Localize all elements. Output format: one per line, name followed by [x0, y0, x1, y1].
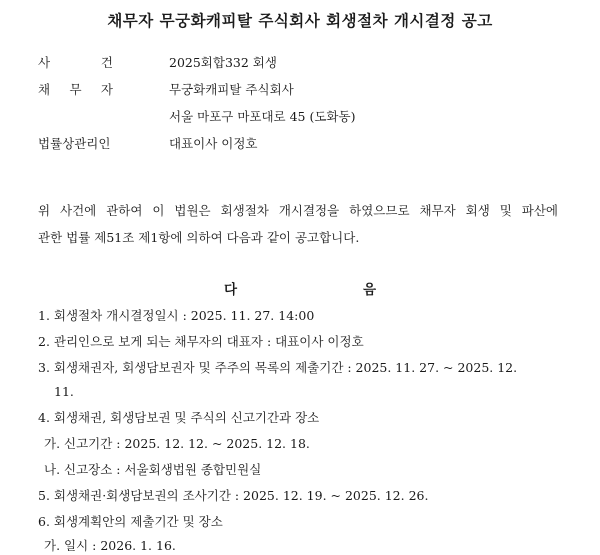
section-heading: [0, 278, 600, 298]
notice-item-4: 4. 회생채권, 회생담보권 및 주식의 신고기간과 장소: [38, 410, 320, 425]
debtor-label-char: 무: [69, 82, 82, 97]
case-value: 2025회합332 회생: [169, 55, 277, 70]
notice-item-2: 2. 관리인으로 보게 되는 채무자의 대표자 : 대표이사 이정호: [38, 334, 364, 349]
notice-item-4b: 나. 신고장소 : 서울회생법원 종합민원실: [44, 462, 262, 477]
debtor-address: 서울 마포구 마포대로 45 (도화동): [169, 109, 356, 124]
debtor-label: [38, 82, 113, 98]
body-paragraph-line: 관한 법률 제51조 제1항에 의하여 다음과 같이 공고합니다.: [38, 230, 360, 245]
section-heading-char: 음: [362, 282, 376, 298]
notice-item-6a: 가. 일시 : 2026. 1. 16.: [44, 538, 176, 553]
debtor-name: 무궁화캐피탈 주식회사: [169, 82, 294, 97]
notice-item-4a: 가. 신고기간 : 2025. 12. 12. ~ 2025. 12. 18.: [44, 436, 310, 451]
case-label-char: 사: [38, 55, 51, 70]
debtor-label-char: 채: [38, 82, 51, 97]
representative-label: 법률상관리인: [38, 136, 111, 151]
notice-item-6: 6. 회생계획안의 제출기간 및 장소: [38, 514, 223, 529]
debtor-label-char: 자: [100, 82, 113, 97]
body-paragraph-line: 위 사건에 관하여 이 법원은 회생절차 개시결정을 하였으므로 채무자 회생 및 파산에: [38, 203, 558, 218]
notice-item-5: 5. 회생채권·회생담보권의 조사기간 : 2025. 12. 19. ~ 2025. 12. 26.: [38, 488, 429, 503]
case-label: [38, 55, 113, 71]
notice-item-3-continued: 11.: [54, 384, 74, 399]
representative-value: 대표이사 이정호: [169, 136, 258, 151]
notice-item-3: 3. 회생채권자, 회생담보권자 및 주주의 목록의 제출기간 : 2025. 11. 27. ~ 2025. 12.: [38, 360, 518, 375]
case-label-char: 건: [100, 55, 113, 70]
section-heading-char: 다: [224, 282, 238, 298]
notice-title: 채무자 무궁화캐피탈 주식회사 회생절차 개시결정 공고: [107, 12, 493, 30]
notice-item-1: 1. 회생절차 개시결정일시 : 2025. 11. 27. 14:00: [38, 308, 315, 323]
